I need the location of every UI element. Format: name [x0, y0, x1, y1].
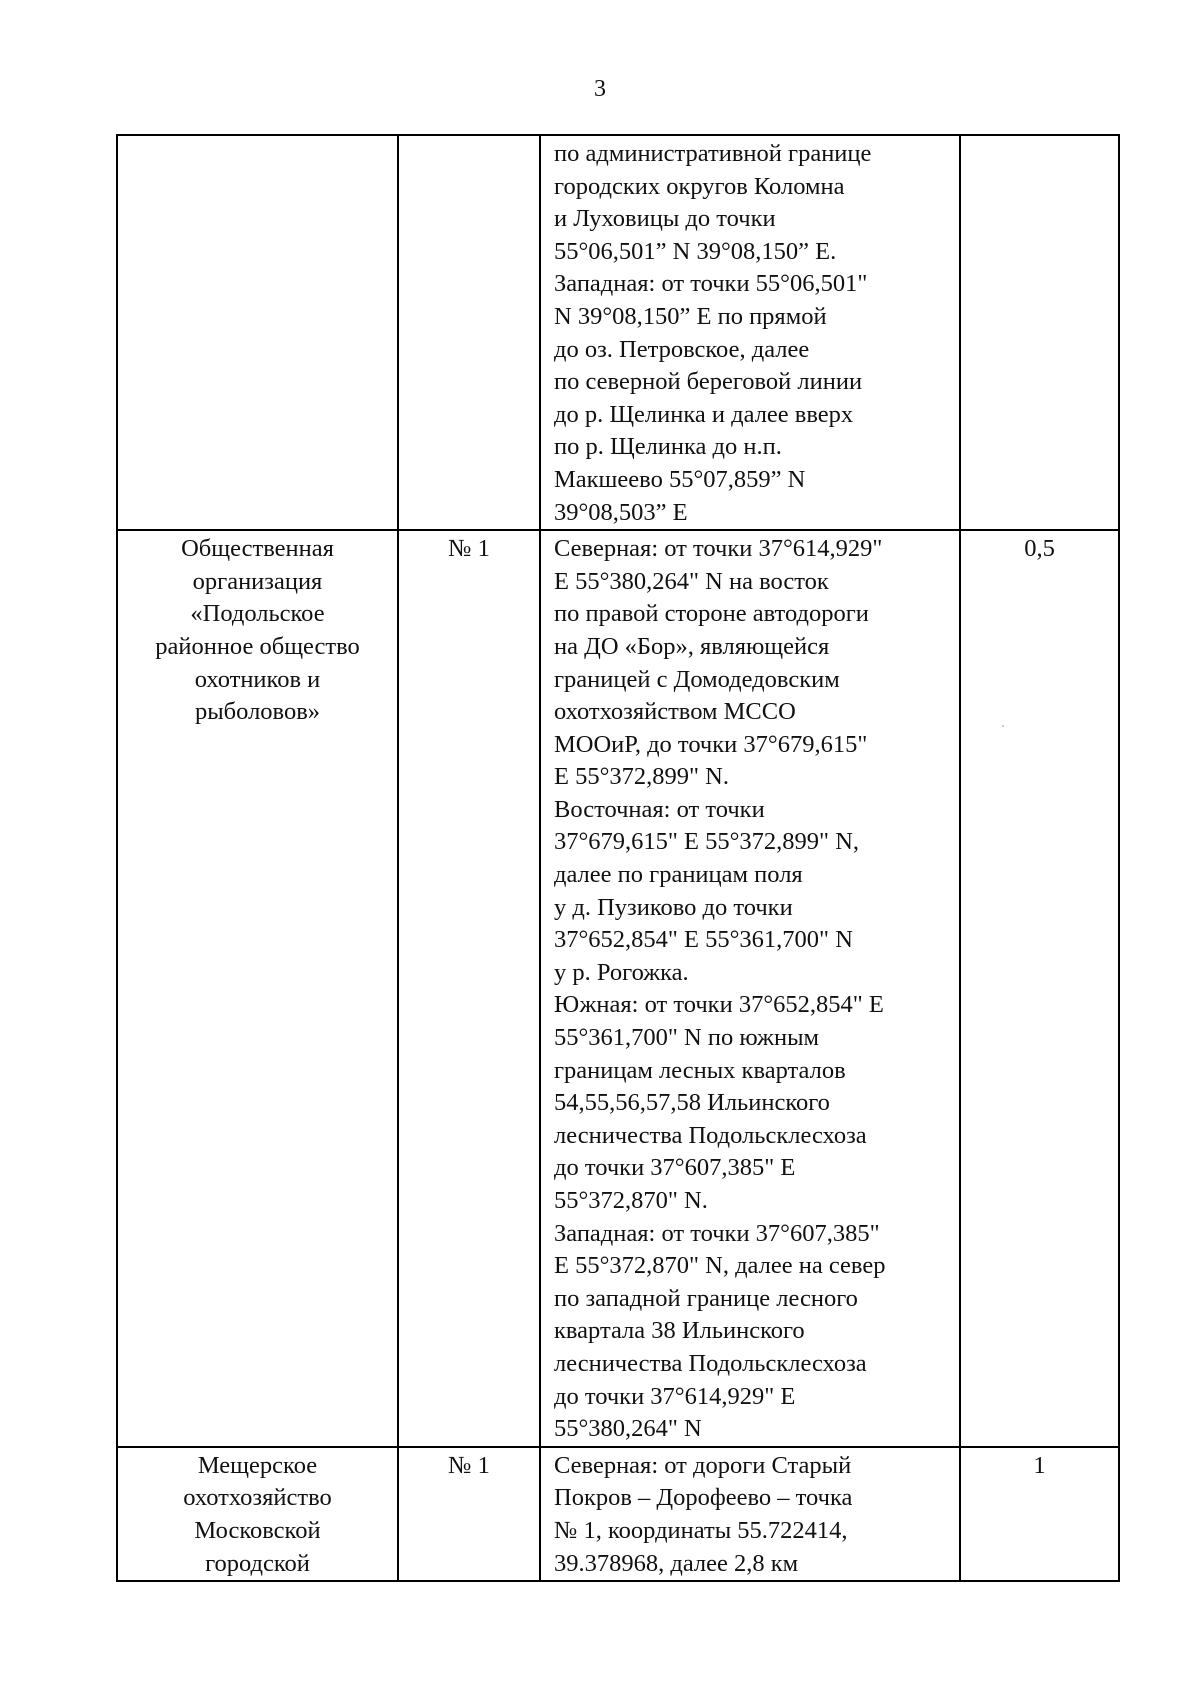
description-line: по северной береговой линии: [554, 368, 863, 396]
description-line: далее по границам поля: [554, 861, 803, 889]
description-line: и Луховицы до точки: [554, 205, 776, 233]
value-cell: 1: [960, 1447, 1119, 1581]
description-line: 37°652,854" Е 55°361,700" N: [554, 926, 853, 954]
description-line: по правой стороне автодороги: [554, 600, 869, 628]
table-body: [117, 135, 1119, 1581]
organization-line: «Подольское: [190, 600, 325, 628]
boundary-description-cell: [540, 135, 960, 530]
description-line: 39°08,503” Е: [554, 498, 688, 526]
description-line: охотхозяйством МССО: [554, 698, 796, 726]
organization-line: охотхозяйство: [183, 1484, 332, 1512]
table-row: [117, 530, 1119, 1447]
description-line: лесничества Подольсклесхоза: [554, 1349, 867, 1377]
description-line: городских округов Коломна: [554, 172, 845, 200]
organization-cell: [117, 135, 398, 530]
organization-line: организация: [192, 567, 323, 595]
description-line: у р. Рогожка.: [554, 958, 689, 986]
description-line: до точки 37°607,385" Е: [554, 1154, 796, 1182]
organization-cell: [117, 530, 398, 1447]
table-row: [117, 135, 1119, 530]
organization-line: Общественная: [181, 535, 334, 563]
description-line: Е 55°372,899" N.: [554, 763, 729, 791]
page-number: 3: [594, 76, 606, 102]
organization-cell: [117, 1447, 398, 1581]
description-line: Северная: от дороги Старый: [554, 1451, 852, 1479]
organization-line: охотников и: [194, 665, 321, 693]
description-line: границей с Домодедовским: [554, 665, 840, 693]
description-line: N 39°08,150” Е по прямой: [554, 302, 827, 330]
description-line: границам лесных кварталов: [554, 1056, 846, 1084]
description-line: 39.378968, далее 2,8 км: [554, 1549, 799, 1577]
description-line: квартала 38 Ильинского: [554, 1317, 805, 1345]
boundary-description-cell: [540, 530, 960, 1447]
description-line: Южная: от точки 37°652,854" Е: [554, 991, 884, 1019]
description-line: Западная: от точки 55°06,501": [554, 270, 868, 298]
description-line: Западная: от точки 37°607,385": [554, 1219, 880, 1247]
description-line: по западной границе лесного: [554, 1284, 858, 1312]
table-row: [117, 1447, 1119, 1581]
description-line: 55°361,700" N по южным: [554, 1024, 820, 1052]
description-line: Е 55°372,870" N, далее на север: [554, 1252, 886, 1280]
description-line: МООиР, до точки 37°679,615": [554, 730, 868, 758]
description-line: Е 55°380,264" N на восток: [554, 567, 829, 595]
description-line: до оз. Петровское, далее: [554, 335, 810, 363]
description-line: до р. Щелинка и далее вверх: [554, 400, 854, 428]
description-line: № 1, координаты 55.722414,: [554, 1516, 848, 1544]
description-line: 55°06,501” N 39°08,150” Е.: [554, 237, 837, 265]
number-cell: [398, 135, 540, 530]
organization-line: Мещерское: [197, 1451, 318, 1479]
organization-line: Московской: [194, 1516, 321, 1544]
description-line: у д. Пузиково до точки: [554, 893, 793, 921]
hunting-grounds-table: [116, 134, 1120, 1582]
number-cell: № 1: [398, 1447, 540, 1581]
value-cell: 0,5: [960, 530, 1119, 1447]
description-line: лесничества Подольсклесхоза: [554, 1121, 867, 1149]
value-cell: [960, 135, 1119, 530]
description-line: по р. Щелинка до н.п.: [554, 433, 782, 461]
number-cell: № 1: [398, 530, 540, 1447]
description-line: 54,55,56,57,58 Ильинского: [554, 1089, 830, 1117]
boundary-description-cell: [540, 1447, 960, 1581]
description-line: Макшеево 55°07,859” N: [554, 465, 806, 493]
description-line: 55°380,264" N: [554, 1415, 702, 1443]
organization-line: городской: [205, 1549, 310, 1577]
scan-speck: [1002, 725, 1004, 727]
description-line: на ДО «Бор», являющейся: [554, 632, 830, 660]
description-line: Покров – Дорофеево – точка: [554, 1484, 853, 1512]
description-line: 37°679,615" Е 55°372,899" N,: [554, 828, 860, 856]
organization-line: рыболовов»: [194, 698, 321, 726]
description-line: по административной границе: [554, 140, 872, 167]
description-line: до точки 37°614,929" Е: [554, 1382, 796, 1410]
description-line: Восточная: от точки: [554, 795, 765, 823]
description-line: 55°372,870" N.: [554, 1187, 708, 1214]
organization-line: районное общество: [155, 632, 360, 660]
description-line: Северная: от точки 37°614,929": [554, 535, 883, 563]
